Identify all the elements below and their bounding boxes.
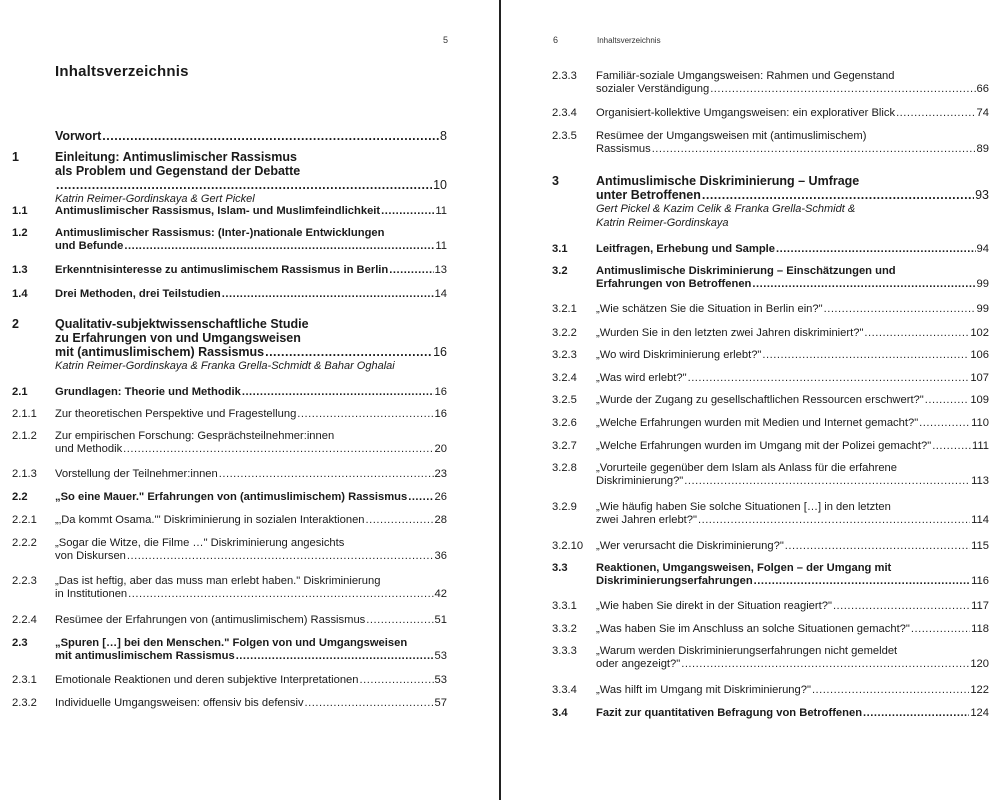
toc-entry-last-line (55, 386, 447, 399)
toc-entry-title-line: von Diskursen (55, 550, 126, 562)
toc-entry-number: 2.3.2 (12, 697, 37, 709)
dot-leader (688, 372, 970, 385)
toc-entry-body (596, 684, 989, 697)
toc-entry-number: 3.3.3 (552, 645, 577, 657)
toc-entry-number: 3.2 (552, 265, 568, 277)
toc-entry-number: 2.1 (12, 386, 28, 398)
toc-entry-page-number: 99 (976, 278, 989, 290)
dot-leader (812, 684, 969, 697)
toc-entry-number: 3.3.4 (552, 684, 577, 696)
dot-leader (754, 575, 970, 588)
toc-entry-number: 3.2.1 (552, 303, 577, 315)
toc-entry-body (55, 537, 447, 563)
toc-entry-body (596, 372, 989, 385)
toc-entry-page-number: 13 (434, 264, 447, 276)
toc-entry-title-line: Vorstellung der Teilnehmer:innen (55, 468, 218, 480)
toc-entry-page-number: 99 (976, 303, 989, 315)
toc-entry-last-line (55, 697, 447, 710)
toc-entry-title-line: Diskriminierungserfahrungen (596, 575, 753, 587)
toc-entry-page-number: 23 (434, 468, 447, 480)
toc-entry-title-line: Familiär-soziale Umgangsweisen: Rahmen und Gegenstand (596, 70, 895, 82)
toc-entry-page-number: 51 (434, 614, 447, 626)
toc-entry-last-line (55, 614, 447, 627)
toc-entry-page-number: 106 (970, 349, 989, 361)
toc-entry-number: 3.2.5 (552, 394, 577, 406)
toc-entry-title-line: „Spuren […] bei den Menschen." Folgen von und Umgangsweisen (55, 637, 408, 649)
toc-entry-number: 2.2.1 (12, 514, 37, 526)
toc-entry-title-line: Grundlagen: Theorie und Methodik (55, 386, 241, 398)
toc-entry-number: 2.2.3 (12, 575, 37, 587)
toc-entry-title-line: „‚Da kommt Osama.'" Diskriminierung in sozialen Interaktionen (55, 514, 365, 526)
toc-entry-body (596, 600, 989, 613)
toc-entry-page-number: 11 (435, 205, 447, 217)
toc-entry-number: 2.2.2 (12, 537, 37, 549)
toc-entry-title-line: und Befunde (55, 240, 124, 252)
toc-entry-last-line (596, 107, 989, 120)
toc-entry-number: 2.1.3 (12, 468, 37, 480)
toc-entry-number: 1.1 (12, 205, 28, 217)
toc-entry-title-line: Diskriminierung?" (596, 475, 684, 487)
toc-entry-body (596, 440, 989, 453)
toc-entry-number: 2.2.4 (12, 614, 37, 626)
dot-leader (265, 345, 432, 359)
page-number: 6 (553, 35, 559, 45)
toc-entry-number: 3.2.9 (552, 501, 577, 513)
toc-entry-title-line: Leitfragen, Erhebung und Sample (596, 243, 776, 255)
toc-entry-number: 3.2.7 (552, 440, 577, 452)
toc-entry-page-number: 89 (976, 143, 989, 155)
dot-leader (360, 674, 434, 687)
toc-entry-number: 3 (552, 174, 559, 188)
toc-entry-title-line: Antimuslimische Diskriminierung – Umfrage (596, 174, 860, 188)
toc-entry-page-number: 107 (970, 372, 989, 384)
toc-entry-last-line (55, 588, 447, 601)
toc-entry-last-line (55, 345, 447, 359)
toc-entry-body (596, 70, 989, 96)
toc-entry-page-number: 36 (434, 550, 447, 562)
running-head: Inhaltsverzeichnis (597, 36, 661, 45)
toc-entry-body (596, 349, 989, 362)
toc-entry-title-line: oder angezeigt?" (596, 658, 681, 670)
toc-entry-last-line (55, 240, 447, 253)
toc-entry-body (596, 501, 989, 527)
dot-leader (127, 550, 434, 563)
toc-entry-page-number: 120 (970, 658, 989, 670)
toc-entry-title-line: in Institutionen (55, 588, 128, 600)
toc-entry-body (596, 303, 989, 316)
toc-entry-last-line (55, 443, 447, 456)
toc-entry-last-line (596, 243, 989, 256)
toc-entry-title-line: zu Erfahrungen von und Umgangsweisen (55, 331, 301, 345)
toc-entry-page-number: 111 (971, 440, 989, 452)
toc-entry-title-line: „Das ist heftig, aber das muss man erlebt haben." Diskriminierung (55, 575, 381, 587)
toc-entry-title-line: „Wurde der Zugang zu gesellschaftlichen Ressourcen erschwert?" (596, 394, 924, 406)
toc-entry-body (55, 317, 447, 373)
dot-leader (932, 440, 971, 453)
dot-leader (652, 143, 976, 156)
toc-entry-number: 2 (12, 317, 19, 331)
toc-entry-number: 3.2.3 (552, 349, 577, 361)
toc-entry-title-line: Zur empirischen Forschung: Gesprächsteilnehmer:innen (55, 430, 335, 442)
toc-entry-body (596, 623, 989, 636)
dot-leader (102, 129, 439, 143)
toc-entry-last-line (596, 684, 989, 697)
toc-entry-number: 1 (12, 150, 19, 164)
toc-entry-body (55, 150, 447, 206)
toc-entry-body (596, 394, 989, 407)
toc-entry-title-line: „Wurden Sie in den letzten zwei Jahren diskriminiert?" (596, 327, 864, 339)
toc-entry-number: 3.1 (552, 243, 568, 255)
toc-entry-last-line (55, 491, 447, 504)
toc-entry-body (596, 265, 989, 291)
toc-entry-last-line (55, 468, 447, 481)
toc-entry-title-line: Antimuslimischer Rassismus, Islam- und Muslimfeindlichkeit (55, 205, 381, 217)
toc-entry-page-number: 74 (976, 107, 989, 119)
toc-entry-last-line (596, 540, 989, 553)
toc-entry-page-number: 16 (434, 386, 447, 398)
toc-entry-page-number: 102 (970, 327, 989, 339)
toc-entry-title-line: Einleitung: Antimuslimischer Rassismus (55, 150, 297, 164)
toc-entry-body (55, 575, 447, 601)
toc-entry-body (596, 462, 989, 488)
dot-leader (702, 188, 974, 202)
toc-entry-title-line: „Wo wird Diskriminierung erlebt?" (596, 349, 762, 361)
toc-entry-body (55, 264, 447, 277)
toc-entry-title-line: Resümee der Erfahrungen von (antimuslimischem) Rassismus (55, 614, 366, 626)
toc-entry-title-line: Organisiert-kollektive Umgangsweisen: ein explorativer Blick (596, 107, 896, 119)
toc-entry-last-line (596, 349, 989, 362)
dot-leader (824, 303, 976, 316)
toc-entry-page-number: 124 (970, 707, 989, 719)
toc-entry-number: 3.2.6 (552, 417, 577, 429)
toc-entry-number: 3.2.4 (552, 372, 577, 384)
toc-entry-page-number: 116 (971, 575, 989, 587)
toc-entry-page-number: 122 (970, 684, 989, 696)
dot-leader (896, 107, 975, 120)
toc-entry-body (596, 707, 989, 720)
dot-leader (56, 178, 432, 192)
toc-entry-last-line (596, 372, 989, 385)
toc-entry-body (596, 130, 989, 156)
toc-entry-title-line: Erkenntnisinteresse zu antimuslimischem Rassismus in Berlin (55, 264, 389, 276)
toc-entry-last-line (55, 288, 447, 301)
dot-leader (389, 264, 433, 277)
toc-entry-page-number: 20 (434, 443, 447, 455)
toc-entry-last-line (596, 327, 989, 340)
toc-entry-page-number: 53 (434, 674, 447, 686)
toc-entry-number: 3.3.1 (552, 600, 577, 612)
toc-entry-title-line: Reaktionen, Umgangsweisen, Folgen – der Umgang mit (596, 562, 892, 574)
toc-entry-page-number: 10 (433, 178, 447, 192)
toc-entry-body (55, 288, 447, 301)
toc-entry-title-line: Antimuslimischer Rassismus: (Inter-)nationale Entwicklungen (55, 227, 385, 239)
left-page (0, 0, 499, 800)
toc-entry-page-number: 57 (434, 697, 447, 709)
toc-entry-body (55, 227, 447, 253)
toc-entry-title-line: „Wie häufig haben Sie solche Situationen […] in den letzten (596, 501, 891, 513)
toc-entry-last-line (55, 650, 447, 663)
dot-leader (236, 650, 434, 663)
page-title: Inhaltsverzeichnis (55, 63, 189, 80)
dot-leader (864, 327, 969, 340)
toc-entry-body (55, 637, 447, 663)
dot-leader (681, 658, 969, 671)
toc-entry-title-line: „Was wird erlebt?" (596, 372, 687, 384)
toc-entry-number: 2.3.4 (552, 107, 577, 119)
dot-leader (863, 707, 969, 720)
toc-entry-last-line (55, 205, 447, 218)
toc-entry-title-line: mit (antimuslimischem) Rassismus (55, 345, 265, 359)
toc-entry-page-number: 16 (433, 345, 447, 359)
toc-entry-last-line (55, 264, 447, 277)
toc-entry-body (55, 408, 447, 421)
toc-entry-authors: Katrin Reimer-Gordinskaya & Gert Pickel (55, 193, 255, 205)
toc-entry-body (55, 491, 447, 504)
toc-entry-page-number: 115 (971, 540, 989, 552)
toc-entry-last-line (55, 178, 447, 192)
toc-entry-page-number: 114 (971, 514, 989, 526)
toc-entry-page-number: 113 (971, 475, 989, 487)
toc-entry-authors: Katrin Reimer-Gordinskaya (596, 217, 729, 229)
toc-entry-body (55, 468, 447, 481)
toc-entry-title-line: sozialer Verständigung (596, 83, 710, 95)
toc-entry-title-line: „Welche Erfahrungen wurden mit Medien und Internet gemacht?" (596, 417, 919, 429)
toc-entry-last-line (596, 658, 989, 671)
toc-entry-title-line: Fazit zur quantitativen Befragung von Betroffenen (596, 707, 863, 719)
toc-entry-last-line (596, 417, 989, 430)
toc-entry-last-line (596, 514, 989, 527)
toc-entry-body (596, 243, 989, 256)
toc-entry-number: 2.3.3 (552, 70, 577, 82)
toc-entry-title-line: Zur theoretischen Perspektive und Fragestellung (55, 408, 297, 420)
toc-entry-number: 3.2.8 (552, 462, 577, 474)
toc-entry-title-line: „Warum werden Diskriminierungserfahrungen nicht gemeldet (596, 645, 898, 657)
toc-entry-body (55, 129, 447, 143)
toc-entry-body (596, 417, 989, 430)
toc-entry-number: 1.3 (12, 264, 28, 276)
toc-entry-last-line (55, 514, 447, 527)
toc-entry-last-line (596, 303, 989, 316)
toc-entry-page-number: 117 (971, 600, 989, 612)
toc-entry-last-line (596, 440, 989, 453)
toc-entry-number: 3.3 (552, 562, 568, 574)
toc-entry-authors: Gert Pickel & Kazim Celik & Franka Grella-Schmidt & (596, 203, 856, 215)
toc-entry-title-line: als Problem und Gegenstand der Debatte (55, 164, 301, 178)
toc-entry-number: 3.2.10 (552, 540, 584, 552)
dot-leader (785, 540, 970, 553)
toc-entry-last-line (596, 143, 989, 156)
dot-leader (128, 588, 433, 601)
toc-entry-title-line: „Vorurteile gegenüber dem Islam als Anlass für die erfahrene (596, 462, 897, 474)
dot-leader (219, 468, 434, 481)
toc-entry-body (596, 645, 989, 671)
toc-entry-last-line (596, 278, 989, 291)
toc-entry-title-line: „Welche Erfahrungen wurden im Umgang mit der Polizei gemacht?" (596, 440, 932, 452)
toc-entry-title-line: Resümee der Umgangsweisen mit (antimuslimischem) (596, 130, 867, 142)
toc-entry-page-number: 28 (434, 514, 447, 526)
toc-entry-body (55, 386, 447, 399)
toc-entry-body (55, 674, 447, 687)
toc-entry-page-number: 66 (976, 83, 989, 95)
toc-entry-last-line (55, 550, 447, 563)
toc-entry-body (55, 514, 447, 527)
dot-leader (776, 243, 976, 256)
toc-entry-last-line (596, 707, 989, 720)
toc-entry-title-line: „Was haben Sie im Anschluss an solche Situationen gemacht?" (596, 623, 910, 635)
toc-entry-title-line: Qualitativ-subjektwissenschaftliche Studie (55, 317, 309, 331)
toc-entry-last-line (596, 623, 989, 636)
dot-leader (710, 83, 975, 96)
toc-entry-title-line: Erfahrungen von Betroffenen (596, 278, 752, 290)
dot-leader (684, 475, 970, 488)
toc-entry-page-number: 118 (971, 623, 989, 635)
dot-leader (698, 514, 970, 527)
toc-entry-number: 2.3 (12, 637, 28, 649)
toc-entry-page-number: 94 (976, 243, 989, 255)
toc-entry-title-line: „Wie schätzen Sie die Situation in Berlin ein?" (596, 303, 823, 315)
toc-entry-number: 2.1.1 (12, 408, 37, 420)
toc-entry-last-line (596, 475, 989, 488)
toc-entry-number: 2.3.5 (552, 130, 577, 142)
toc-entry-title-line: und Methodik (55, 443, 123, 455)
toc-entry-title-line: „Was hilft im Umgang mit Diskriminierung?" (596, 684, 811, 696)
toc-entry-last-line (55, 408, 447, 421)
toc-entry-body (596, 540, 989, 553)
toc-entry-last-line (596, 394, 989, 407)
dot-leader (925, 394, 970, 407)
dot-leader (297, 408, 433, 421)
toc-entry-body (55, 205, 447, 218)
toc-entry-page-number: 8 (440, 129, 447, 143)
toc-entry-last-line (596, 575, 989, 588)
toc-entry-title-line: Vorwort (55, 129, 102, 143)
toc-entry-title-line: Drei Methoden, drei Teilstudien (55, 288, 221, 300)
toc-entry-body (596, 107, 989, 120)
toc-entry-body (596, 562, 989, 588)
dot-leader (366, 614, 433, 627)
right-page (501, 0, 1000, 800)
toc-entry-title-line: „Wer verursacht die Diskriminierung?" (596, 540, 784, 552)
toc-entry-number: 3.2.2 (552, 327, 577, 339)
dot-leader (123, 443, 433, 456)
toc-entry-authors: Katrin Reimer-Gordinskaya & Franka Grella-Schmidt & Bahar Oghalai (55, 360, 395, 372)
toc-entry-last-line (55, 674, 447, 687)
toc-entry-last-line (596, 188, 989, 202)
toc-entry-body (596, 174, 989, 230)
toc-entry-title-line: unter Betroffenen (596, 188, 701, 202)
toc-entry-title-line: „Wie haben Sie direkt in der Situation reagiert?" (596, 600, 832, 612)
toc-entry-number: 1.2 (12, 227, 28, 239)
toc-entry-title-line: „Sogar die Witze, die Filme …" Diskriminierung angesichts (55, 537, 345, 549)
dot-leader (911, 623, 970, 636)
dot-leader (408, 491, 433, 504)
toc-entry-title-line: zwei Jahren erlebt?" (596, 514, 697, 526)
toc-entry-title-line: Rassismus (596, 143, 651, 155)
toc-entry-number: 3.4 (552, 707, 568, 719)
toc-entry-last-line (55, 129, 447, 143)
dot-leader (305, 697, 434, 710)
dot-leader (124, 240, 434, 253)
toc-entry-page-number: 14 (434, 288, 447, 300)
toc-entry-title-line: mit antimuslimischem Rassismus (55, 650, 235, 662)
toc-entry-page-number: 110 (971, 417, 989, 429)
toc-entry-body (55, 430, 447, 456)
toc-entry-last-line (596, 83, 989, 96)
toc-entry-page-number: 42 (434, 588, 447, 600)
toc-entry-body (55, 614, 447, 627)
dot-leader (762, 349, 969, 362)
toc-entry-number: 2.1.2 (12, 430, 37, 442)
dot-leader (833, 600, 970, 613)
toc-entry-page-number: 16 (434, 408, 447, 420)
dot-leader (381, 205, 434, 218)
toc-entry-title-line: „So eine Mauer." Erfahrungen von (antimuslimischem) Rassismus (55, 491, 408, 503)
toc-entry-page-number: 53 (434, 650, 447, 662)
toc-entry-number: 2.3.1 (12, 674, 37, 686)
toc-entry-title-line: Emotionale Reaktionen und deren subjektive Interpretationen (55, 674, 359, 686)
toc-entry-body (596, 327, 989, 340)
dot-leader (366, 514, 434, 527)
toc-entry-body (55, 697, 447, 710)
dot-leader (242, 386, 434, 399)
dot-leader (752, 278, 975, 291)
toc-entry-last-line (596, 600, 989, 613)
page-number: 5 (443, 35, 449, 45)
toc-entry-title-line: Antimuslimische Diskriminierung – Einschätzungen und (596, 265, 896, 277)
dot-leader (919, 417, 970, 430)
toc-entry-page-number: 26 (434, 491, 447, 503)
toc-entry-page-number: 11 (435, 240, 447, 252)
toc-entry-number: 3.3.2 (552, 623, 577, 635)
toc-entry-title-line: Individuelle Umgangsweisen: offensiv bis defensiv (55, 697, 304, 709)
toc-entry-page-number: 93 (975, 188, 989, 202)
toc-entry-number: 1.4 (12, 288, 28, 300)
dot-leader (222, 288, 434, 301)
toc-entry-number: 2.2 (12, 491, 28, 503)
toc-entry-page-number: 109 (970, 394, 989, 406)
